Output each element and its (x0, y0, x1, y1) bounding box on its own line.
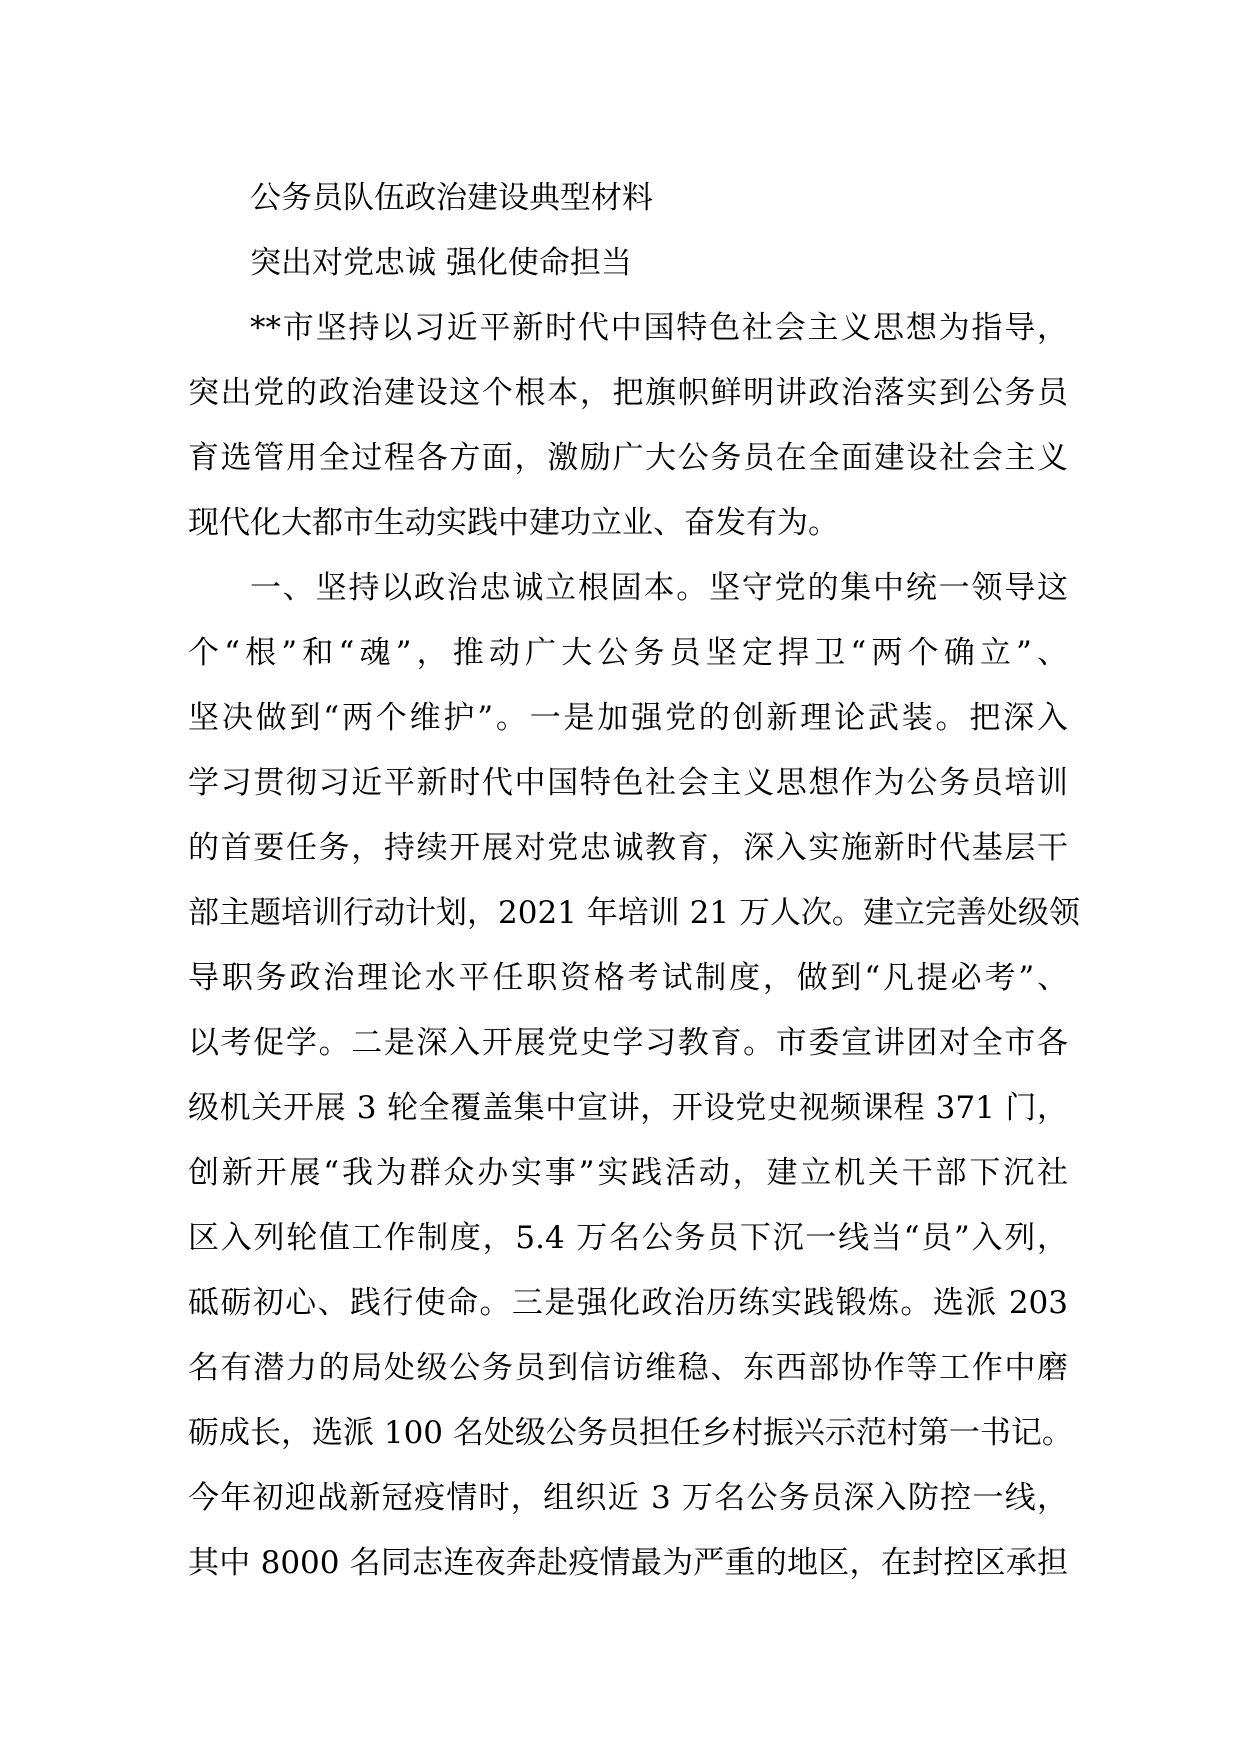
paragraph-line: 的首要任务，持续开展对党忠诚教育，深入实施新时代基层干 (188, 830, 1068, 866)
paragraph-line: 部主题培训行动计划，2021 年培训 21 万人次。建立完善处级领 (188, 895, 1080, 931)
paragraph-line: 个“根”和“魂”，推动广大公务员坚定捍卫“两个确立”、 (188, 635, 1068, 671)
paragraph-line: **市坚持以习近平新时代中国特色社会主义思想为指导， (250, 310, 1068, 346)
paragraph-line: 导职务政治理论水平任职资格考试制度，做到“凡提必考”、 (188, 960, 1068, 996)
paragraph-line: 以考促学。二是深入开展党史学习教育。市委宣讲团对全市各 (188, 1025, 1068, 1061)
paragraph-line: 突出党的政治建设这个根本，把旗帜鲜明讲政治落实到公务员 (188, 375, 1068, 411)
paragraph-line: 砥砺初心、践行使命。三是强化政治历练实践锻炼。选派 203 (188, 1285, 1068, 1321)
paragraph-line: 其中 8000 名同志连夜奔赴疫情最为严重的地区，在封控区承担 (188, 1545, 1068, 1581)
paragraph-line: 现代化大都市生动实践中建功立业、奋发有为。 (188, 505, 839, 541)
paragraph-line: 区入列轮值工作制度，5.4 万名公务员下沉一线当“员”入列， (188, 1220, 1068, 1256)
paragraph-line: 坚决做到“两个维护”。一是加强党的创新理论武装。把深入 (188, 700, 1068, 736)
document-title: 公务员队伍政治建设典型材料 (250, 180, 653, 216)
paragraph-line: 学习贯彻习近平新时代中国特色社会主义思想作为公务员培训 (188, 765, 1068, 801)
paragraph-line: 级机关开展 3 轮全覆盖集中宣讲，开设党史视频课程 371 门， (188, 1090, 1068, 1126)
paragraph-line: 砺成长，选派 100 名处级公务员担任乡村振兴示范村第一书记。 (188, 1415, 1073, 1451)
document-subtitle: 突出对党忠诚 强化使命担当 (250, 245, 632, 281)
paragraph-line: 一、坚持以政治忠诚立根固本。坚守党的集中统一领导这 (250, 570, 1068, 606)
paragraph-line: 育选管用全过程各方面，激励广大公务员在全面建设社会主义 (188, 440, 1068, 476)
paragraph-line: 今年初迎战新冠疫情时，组织近 3 万名公务员深入防控一线， (188, 1480, 1068, 1516)
paragraph-line: 名有潜力的局处级公务员到信访维稳、东西部协作等工作中磨 (188, 1350, 1068, 1386)
paragraph-line: 创新开展“我为群众办实事”实践活动，建立机关干部下沉社 (188, 1155, 1068, 1191)
